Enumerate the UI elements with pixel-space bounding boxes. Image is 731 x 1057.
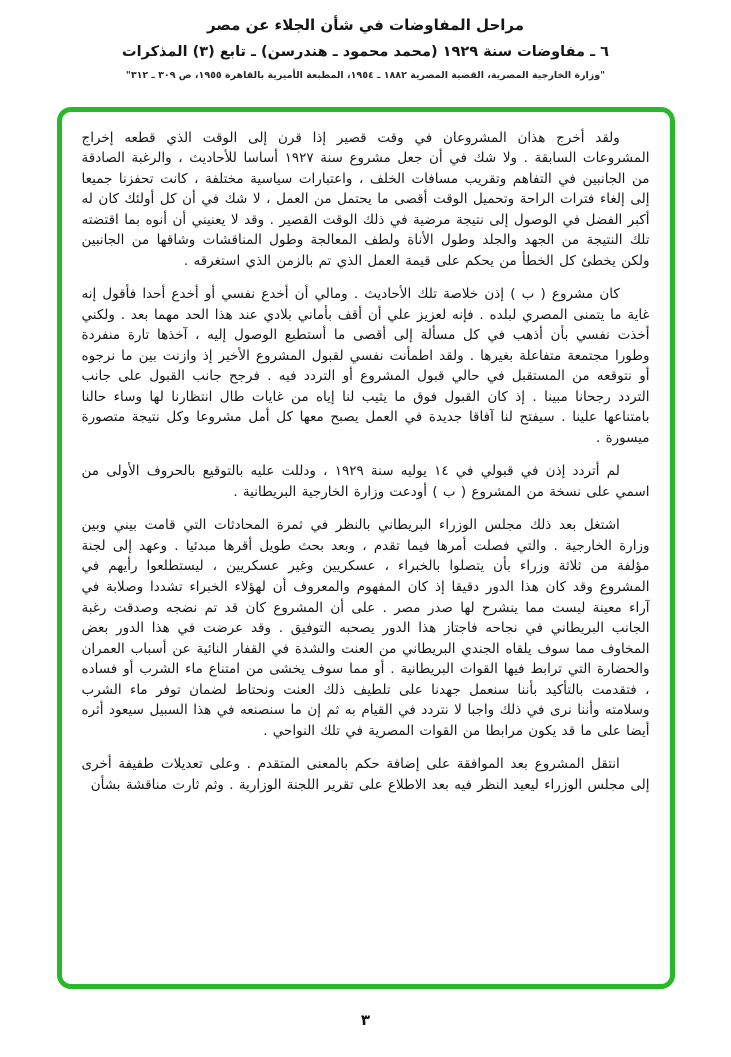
manuscript-paragraph-2: كان مشروع ( ب ) إذن خلاصة تلك الأحاديث . ومالي أن أخدع نفسي أو أخدع أحدا فأقول إنه غاية ما يتمنى المصري لبلده . فإنه لعزيز علي أن أقف بأماني بلادي عند هذا الحد مهما بعد . ولكني أخذت نفسي بأن أذهب في كل مسألة إلى أقصى ما أستطيع الوصول إليه ، آخذها تارة منفردة وطورا مجتمعة متفاعلة بغيرها . ولقد اطمأنت نفسي لقبول المشروع الأخير إذ وازنت بين ما نرجوه أو نتوقعه من المستقبل في حالي قبول المشروع أو التردد فيه . فرجح جانب القبول على جانب التردد رجحانا مبينا . إذ كان القبول فوق ما يثيب لنا إياه من غايات طال انتظارنا لها وساء حالنا بامتناعها علينا . سيفتح لنا آفاقا جديدة في العمل يصبح معها كل أمل مشروعا وكل نتيجة متصورة ميسورة . [81, 286, 650, 446]
header-source-citation: "وزارة الخارجية المصرية، القضية المصرية ١٨٨٢ ـ ١٩٥٤، المطبعة الأميرية بالقاهرة ١٩٥٥، ص ٣٠٩ ـ ٣١٢" [125, 69, 606, 81]
manuscript-paragraph-3: لم أتردد إذن في قبولي في ١٤ يوليه سنة ١٩٢٩ ، ودللت عليه بالتوقيع بالحروف الأولى من اسمي على نسخة من المشروع ( ب ) أودعت وزارة الخارجية البريطانية . [81, 463, 650, 500]
manuscript-paragraph-4: اشتغل بعد ذلك مجلس الوزراء البريطاني بالنظر في ثمرة المحادثات التي قامت بيني وبين وزارة الخارجية . والتي فصلت أمرها فيما تقدم ، وبعد بحث طويل أقرها مبدئيا . وعهد إلى لجنة مؤلفة من ثلاثة وزراء بأن يتصلوا بالخبراء ، عسكريين وغير عسكريين ، ليستطلعوا رأيهم في المشروع وقد كان هذا الدور دقيقا إذ كان المفهوم والمعروف أن لهؤلاء الخبراء تشددا وصلابة في آراء معينة ليست مما ينشرح لها صدر مصر . على أن المشروع كان قد تم نضجه وصدقت رغبة الجانب البريطاني في نجاحه فاجتاز هذا الدور يصحبه التوفيق . وقد عرضت في هذا الدور بعض المخاوف مما سوف يلقاه الجندي البريطاني من العنت والشدة في القفار النائية عن أسباب العمران والحضارة التي ترابط فيها القوات البريطانية . أو مما سوف يخشى من امتناع ماء الشرب أو فساده ، فتقدمت بالتأكيد بأننا سنعمل جهدنا على تلطيف ذلك العنت ونحتاط لضمان توفر ماء الشرب وسلامته وأننا نرى في ذلك واجبا لا نتردد في القيام به ثم إن ما سنصنعه في هذا السبيل سيعود أثره أيضا على ما قد يكون مرابطا من القوات المصرية في تلك النواحي . [81, 517, 650, 739]
page-number: ٣ [360, 1011, 371, 1029]
manuscript-frame [57, 107, 675, 989]
manuscript-paragraph-5: انتقل المشروع بعد الموافقة على إضافة حكم بالمعنى المتقدم . وعلى تعديلات طفيفة أخرى إلى مجلس الوزراء ليعيد النظر فيه بعد الاطلاع على تقرير اللجنة الوزارية . وثم ثارت مناقشة بشأن [81, 756, 650, 793]
header-subtitle: ٦ ـ مفاوضات سنة ١٩٢٩ (محمد محمود ـ هندرسن) ـ تابع (٣) المذكرات [122, 43, 609, 60]
manuscript-paragraph-1: ولقد أخرج هذان المشروعان في وقت قصير إذا قرن إلى الوقت الذي قطعه إخراج المشروعات السابقة . ولا شك في أن جعل مشروع سنة ١٩٢٧ أساسا للأحاديث ، والرغبة الصادقة من الجانبين في التفاهم وتقريب مسافات الخلف ، واعتبارات سياسية مختلفة ، كانت تحفزنا جميعا إلى إلغاء فترات الراحة وتحميل الوقت أقصى ما يحتمل من العمل ، لا شك في أن كل أولئك كان له أكبر الفضل في الوصول إلى نتيجة مرضية في ذلك الوقت القصير . وقد لا يعنيني أن أنوه بما اقتضته تلك النتيجة من الجهد والجلد وطول الأناة ولطف المعالجة وطول المناقشات وشاقها من الجانبين ولكن يخطئ كل الخطأ من يحكم على قيمة العمل الذي تم بالزمن الذي استغرقه . [81, 129, 650, 269]
header-title: مراحل المفاوضات في شأن الجلاء عن مصر [206, 16, 525, 34]
document-header [0, 0, 731, 81]
